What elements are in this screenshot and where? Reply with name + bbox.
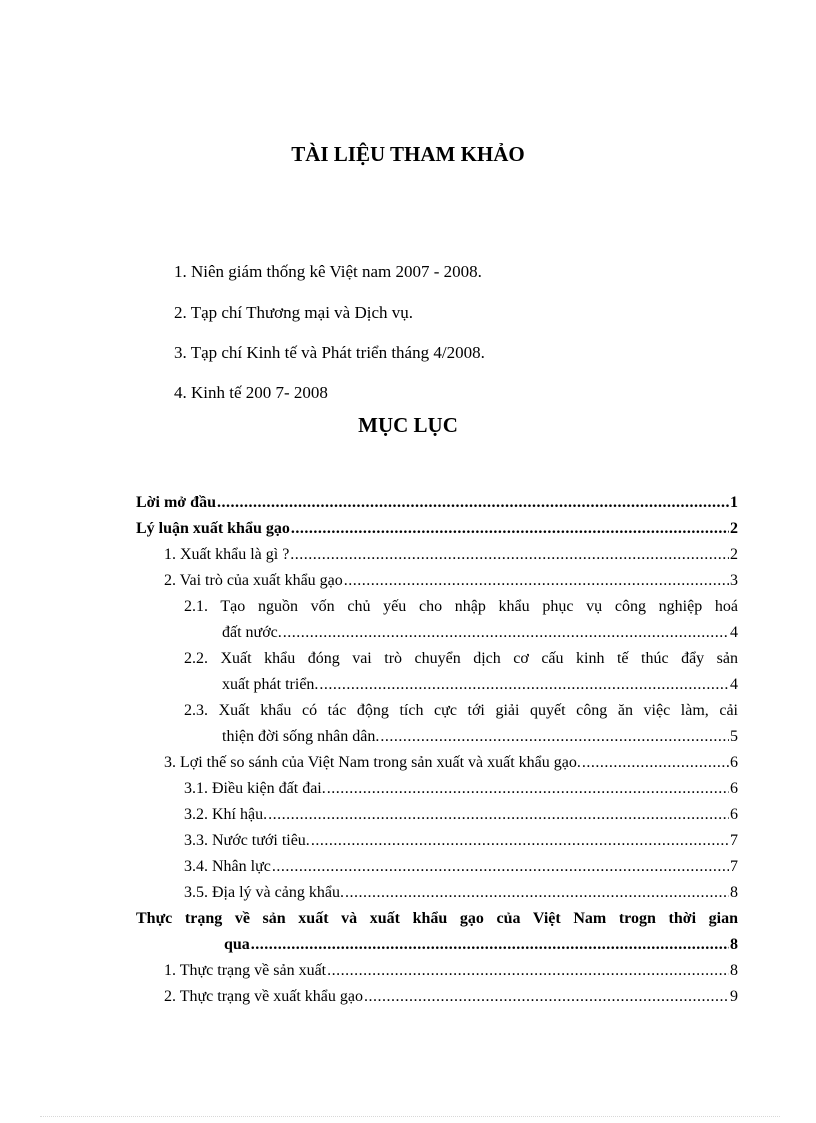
toc-leader xyxy=(345,882,729,904)
toc-page-number: 6 xyxy=(730,780,738,797)
reference-item-1: 1. Niên giám thống kê Việt nam 2007 - 2008. xyxy=(174,262,482,281)
toc-leader xyxy=(327,778,729,800)
toc-entry-text: 3.2. Khí hậu. xyxy=(184,806,268,823)
toc-page-number: 6 xyxy=(730,754,738,771)
reference-item-2: 2. Tạp chí Thương mại và Dịch vụ. xyxy=(174,303,414,322)
toc-leader xyxy=(582,752,729,774)
toc-entry[interactable] xyxy=(164,570,738,592)
toc-entry-text: qua xyxy=(224,936,250,953)
toc-entry-text: Lời mở đầu xyxy=(136,494,216,511)
toc-page-number: 8 xyxy=(730,884,738,901)
references-title: TÀI LIỆU THAM KHẢO xyxy=(291,142,525,166)
toc-entry[interactable] xyxy=(222,674,738,696)
toc-entry[interactable] xyxy=(164,960,738,982)
toc-page-number: 3 xyxy=(730,572,738,589)
toc-entry-text: đất nước. xyxy=(222,624,282,641)
toc-entry-text: 2. Vai trò của xuất khẩu gạo xyxy=(164,572,343,589)
toc-entry-text: 2. Thực trạng về xuất khẩu gạo xyxy=(164,988,363,1005)
toc-page-number: 4 xyxy=(730,676,738,693)
toc-entry-text: 3.4. Nhân lực xyxy=(184,858,271,875)
toc-page-number: 5 xyxy=(730,728,738,745)
toc-entry-line1[interactable]: 2.3. Xuất khẩu có tác động tích cực tới giải quyết công ăn việc làm, cải xyxy=(184,702,738,719)
toc-entry-text: 3.1. Điều kiện đất đai. xyxy=(184,780,326,797)
toc-leader xyxy=(268,804,729,826)
toc-entry-text: xuất phát triển. xyxy=(222,676,319,693)
toc-entry-text: 1. Xuất khẩu là gì ? xyxy=(164,546,290,563)
toc-page-number: 9 xyxy=(730,988,738,1005)
toc-title: MỤC LỤC xyxy=(358,413,458,437)
toc-entry-text: 3.5. Địa lý và cảng khẩu. xyxy=(184,884,344,901)
toc-entry[interactable] xyxy=(164,544,738,566)
toc-leader xyxy=(327,960,729,982)
toc-leader xyxy=(364,986,729,1008)
toc-leader xyxy=(283,622,729,644)
toc-entry[interactable] xyxy=(164,752,738,774)
reference-item-3: 3. Tạp chí Kinh tế và Phát triển tháng 4/2008. xyxy=(174,343,485,362)
toc-page-number: 1 xyxy=(730,494,738,511)
toc-leader xyxy=(290,544,729,566)
page-bottom-rule xyxy=(40,1116,780,1117)
toc-entry[interactable] xyxy=(222,726,738,748)
toc-entry-line1[interactable]: 2.1. Tạo nguồn vốn chủ yếu cho nhập khẩu phục vụ công nghiệp hoá xyxy=(184,598,738,615)
toc-entry[interactable] xyxy=(164,986,738,1008)
toc-page-number: 8 xyxy=(730,962,738,979)
toc-entry[interactable] xyxy=(184,856,738,878)
toc-page-number: 2 xyxy=(730,520,738,537)
toc-page-number: 2 xyxy=(730,546,738,563)
toc-entry[interactable] xyxy=(136,518,738,540)
toc-page-number: 7 xyxy=(730,832,738,849)
toc-entry-text: 3. Lợi thế so sánh của Việt Nam trong sản xuất và xuất khẩu gạo. xyxy=(164,754,581,771)
toc-entry-line1[interactable]: Thực trạng về sản xuất và xuất khẩu gạo của Việt Nam trogn thời gian xyxy=(136,910,738,927)
toc-leader xyxy=(319,674,729,696)
toc-entry[interactable] xyxy=(224,934,738,956)
toc-page-number: 7 xyxy=(730,858,738,875)
toc-entry-text: thiện đời sống nhân dân. xyxy=(222,728,380,745)
toc-entry[interactable] xyxy=(222,622,738,644)
toc-entry[interactable] xyxy=(136,492,738,514)
toc-page-number: 8 xyxy=(730,936,738,953)
toc-entry-text: 3.3. Nước tưới tiêu. xyxy=(184,832,310,849)
toc-leader xyxy=(251,934,729,956)
toc-entry[interactable] xyxy=(184,882,738,904)
toc-entry[interactable] xyxy=(184,830,738,852)
toc-leader xyxy=(311,830,729,852)
toc-page-number: 6 xyxy=(730,806,738,823)
toc-leader xyxy=(272,856,729,878)
toc-entry-line1[interactable]: 2.2. Xuất khẩu đóng vai trò chuyển dịch cơ cấu kinh tế thúc đẩy sản xyxy=(184,650,738,667)
toc-leader xyxy=(344,570,729,592)
toc-entry-text: Lý luận xuất khẩu gạo xyxy=(136,520,290,537)
toc-leader xyxy=(380,726,729,748)
toc-entry-text: 1. Thực trạng về sản xuất xyxy=(164,962,327,979)
toc-leader xyxy=(291,518,729,540)
toc-page-number: 4 xyxy=(730,624,738,641)
reference-item-4: 4. Kinh tế 200 7- 2008 xyxy=(174,383,328,402)
toc-leader xyxy=(217,492,729,514)
toc-entry[interactable] xyxy=(184,804,738,826)
toc-entry[interactable] xyxy=(184,778,738,800)
